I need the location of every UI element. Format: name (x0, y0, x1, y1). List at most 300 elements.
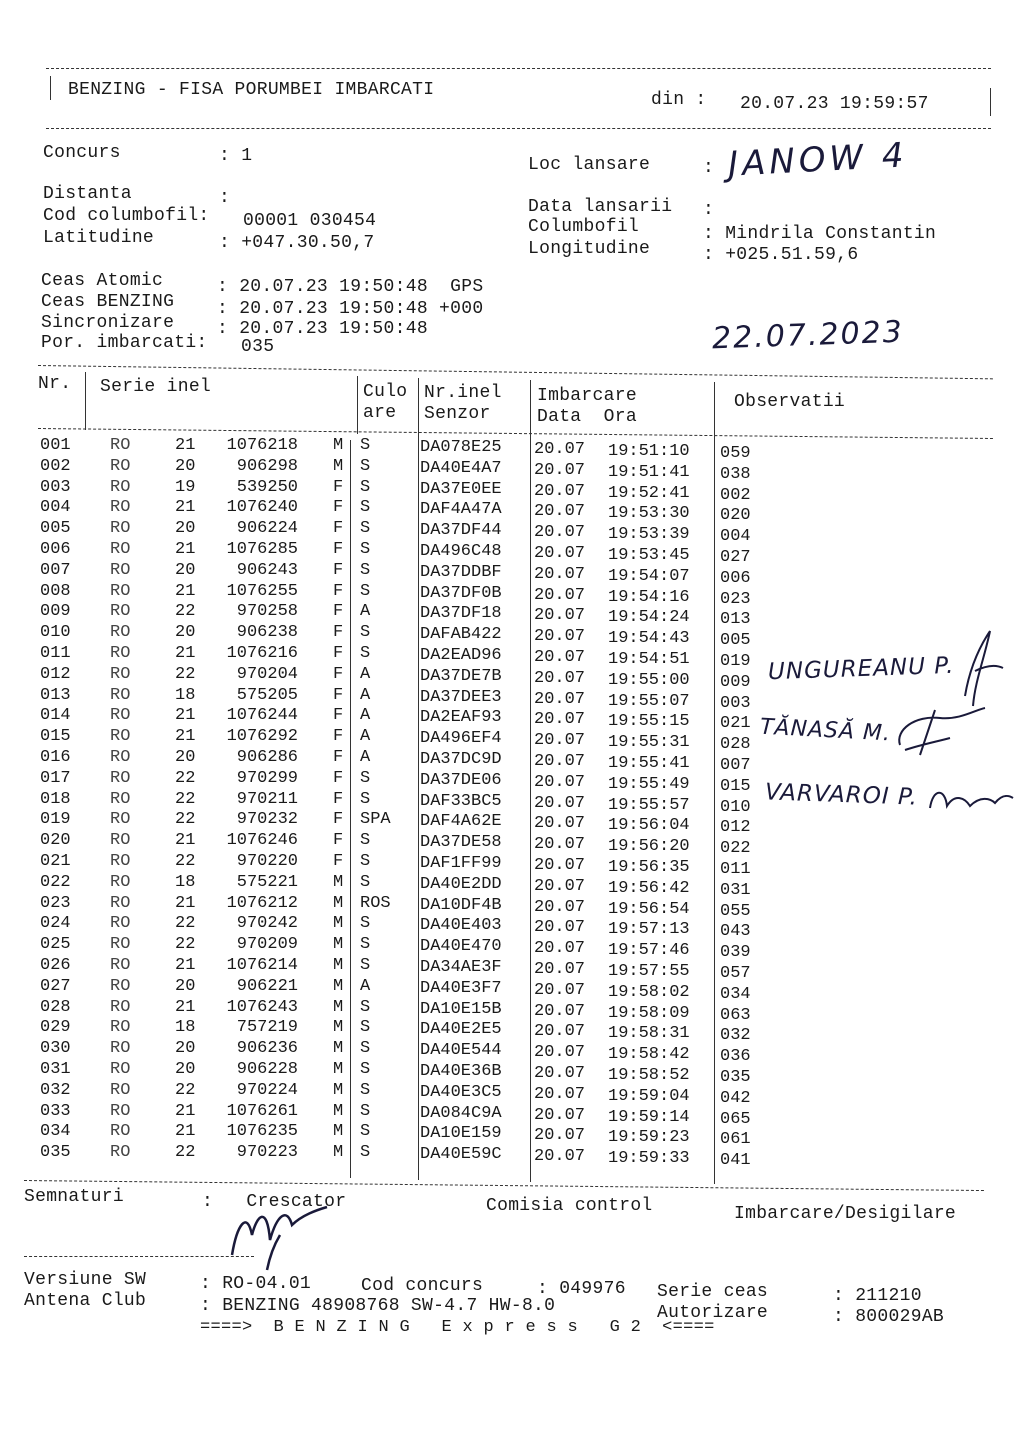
ring-year: 20 (175, 1039, 196, 1059)
color: A (360, 664, 371, 684)
longitudine-label: Longitudine (528, 239, 651, 259)
sensor-ring: DA37DDBF (420, 562, 502, 582)
ring-country: RO (110, 727, 131, 747)
serie-ceas-label: Serie ceas (657, 1282, 769, 1302)
col-header-nrinel: Nr.inel (424, 383, 502, 403)
ring-number: 970223 (236, 1143, 298, 1163)
row-number: 022 (40, 872, 71, 892)
por-imbarcati-value: 035 (241, 337, 275, 357)
row-number: 027 (40, 976, 71, 996)
col-sep-2 (357, 376, 358, 434)
embark-date: 20.07 (534, 564, 586, 584)
color: S (360, 852, 371, 871)
ring-year: 21 (175, 540, 196, 559)
ring-country: RO (110, 1060, 131, 1079)
embark-time: 19:55:49 (608, 774, 690, 794)
embark-time: 19:54:07 (608, 566, 690, 586)
color: S (360, 456, 371, 476)
sex: M (333, 935, 344, 955)
row-number: 005 (40, 519, 71, 539)
ring-country: RO (110, 1039, 131, 1059)
embark-time: 19:53:45 (608, 546, 690, 565)
loc-lansare-handwritten: JANOW 4 (727, 135, 909, 185)
embark-date: 20.07 (534, 502, 586, 522)
embark-time: 19:54:16 (608, 587, 690, 607)
sensor-ring: DA084C9A (420, 1103, 502, 1123)
sensor-ring: DA10E159 (420, 1124, 502, 1144)
sex: F (333, 664, 344, 684)
observation-number: 022 (720, 839, 751, 859)
observation-number: 002 (720, 485, 751, 505)
sex: M (333, 872, 344, 892)
ring-year: 20 (175, 623, 196, 643)
sex: F (333, 727, 344, 747)
embark-time: 19:57:55 (608, 962, 690, 981)
row-number: 024 (40, 914, 71, 934)
sex: F (333, 498, 344, 518)
embark-date: 20.07 (534, 1043, 586, 1063)
embark-date: 20.07 (534, 835, 586, 855)
data-lansarii-label: Data lansarii (528, 197, 673, 217)
semnaturi-label: Semnaturi (24, 1187, 124, 1207)
table-row (0, 914, 1024, 942)
col-sep-1 (85, 372, 86, 430)
concurs-value: : 1 (219, 146, 253, 166)
sex: M (333, 893, 344, 913)
color: A (360, 748, 371, 767)
ring-year: 22 (175, 914, 196, 934)
ring-number: 1076235 (226, 1122, 298, 1142)
ring-number: 1076216 (226, 644, 298, 663)
ring-country: RO (110, 872, 131, 892)
ring-year: 20 (175, 560, 196, 580)
col-header-senzor: Senzor (424, 404, 491, 424)
versiune-value: : RO-04.01 (200, 1274, 312, 1294)
observation-number: 004 (720, 527, 751, 547)
sensor-ring: DA40E2DD (420, 874, 502, 894)
observation-number: 007 (720, 756, 751, 775)
observation-number: 038 (720, 464, 751, 484)
row-number: 028 (40, 997, 71, 1017)
sensor-ring: DA37DE58 (420, 833, 502, 853)
distanta-label: Distanta (43, 184, 132, 204)
ring-number: 906238 (236, 623, 298, 643)
sex: M (333, 456, 344, 476)
embark-time: 19:56:35 (608, 858, 690, 877)
row-number: 012 (40, 664, 71, 684)
ring-number: 1076240 (226, 498, 298, 518)
ring-year: 21 (175, 644, 196, 663)
color: S (360, 956, 371, 975)
sex: F (333, 519, 344, 539)
ring-year: 21 (175, 956, 196, 975)
loc-lansare-value: : (703, 158, 715, 178)
sensor-ring: DA2EAF93 (420, 708, 502, 728)
embark-date: 20.07 (534, 1001, 586, 1021)
table-row (0, 1122, 1024, 1150)
sensor-ring: DA40E3C5 (420, 1082, 502, 1102)
color: S (360, 914, 371, 934)
row-number: 006 (40, 540, 71, 559)
row-number: 034 (40, 1122, 71, 1142)
color: A (360, 685, 371, 705)
observation-number: 061 (720, 1130, 751, 1150)
ring-year: 22 (175, 852, 196, 871)
ring-year: 18 (175, 685, 196, 705)
color: S (360, 1122, 371, 1142)
embark-date: 20.07 (534, 689, 586, 709)
ring-number: 1076292 (226, 727, 298, 747)
col-header-nr: Nr. (38, 374, 72, 394)
color: S (360, 519, 371, 539)
color: ROS (360, 893, 391, 913)
table-row (0, 976, 1024, 1004)
cod-concurs-value: : 049976 (537, 1279, 626, 1299)
sensor-ring: DA37DF18 (420, 604, 502, 624)
ring-year: 19 (175, 477, 196, 497)
ring-country: RO (110, 810, 131, 830)
color: S (360, 540, 371, 559)
ring-country: RO (110, 914, 131, 934)
embark-time: 19:58:52 (608, 1066, 690, 1085)
observation-number: 035 (720, 1068, 751, 1087)
observation-number: 055 (720, 901, 751, 921)
antena-club-value: : BENZING 48908768 SW-4.7 HW-8.0 (200, 1296, 556, 1316)
ring-country: RO (110, 956, 131, 975)
ring-year: 21 (175, 1101, 196, 1121)
color: S (360, 1101, 371, 1121)
ring-country: RO (110, 644, 131, 663)
embark-date: 20.07 (534, 814, 586, 834)
cod-concurs-label: Cod concurs (361, 1276, 484, 1296)
observation-number: 006 (720, 568, 751, 588)
embark-date: 20.07 (534, 627, 586, 647)
ring-country: RO (110, 1080, 131, 1100)
ring-number: 906286 (236, 748, 298, 767)
embark-time: 19:58:02 (608, 982, 690, 1002)
sex: M (333, 1143, 344, 1163)
sex: F (333, 748, 344, 767)
ring-number: 906298 (236, 456, 298, 476)
embark-date: 20.07 (534, 523, 586, 543)
color: S (360, 768, 371, 788)
sensor-ring: DAF4A47A (420, 500, 502, 520)
observation-number: 023 (720, 589, 751, 609)
embark-time: 19:55:41 (608, 754, 690, 773)
table-row (0, 748, 1024, 775)
sensor-ring: DA34AE3F (420, 958, 502, 977)
sensor-ring: DAF1FF99 (420, 854, 502, 873)
ring-number: 1076212 (226, 893, 298, 913)
sex: F (333, 831, 344, 851)
ring-number: 970211 (236, 789, 298, 809)
sex: M (333, 1018, 344, 1038)
ring-year: 21 (175, 893, 196, 913)
ring-country: RO (110, 664, 131, 684)
sensor-ring: DA40E2E5 (420, 1020, 502, 1040)
observation-number: 032 (720, 1026, 751, 1046)
benzing-express-banner: ====> B E N Z I N G E x p r e s s G 2 <==== (200, 1318, 715, 1337)
ring-country: RO (110, 560, 131, 580)
signature-rule (24, 1256, 254, 1257)
observation-number: 034 (720, 984, 751, 1004)
embark-date: 20.07 (534, 980, 586, 1000)
embark-time: 19:55:57 (608, 795, 690, 815)
embark-date: 20.07 (534, 793, 586, 813)
observation-number: 015 (720, 776, 751, 796)
longitudine-value: : +025.51.59,6 (703, 245, 859, 265)
row-number: 021 (40, 852, 71, 871)
ring-number: 906243 (236, 560, 298, 580)
table-row (0, 685, 1024, 713)
sex: F (333, 560, 344, 580)
embark-time: 19:59:23 (608, 1128, 690, 1148)
header-bottom-rule (46, 128, 991, 129)
header-top-rule (46, 68, 991, 69)
embark-time: 19:56:04 (608, 816, 690, 836)
ring-country: RO (110, 456, 131, 476)
autorizare-value: : 800029AB (833, 1307, 945, 1327)
embark-date: 20.07 (534, 856, 586, 875)
por-imbarcati-label: Por. imbarcati: (41, 333, 208, 353)
row-number: 010 (40, 623, 71, 643)
ceas-benzing-value: : 20.07.23 19:50:48 +000 (217, 299, 484, 319)
embark-time: 19:58:31 (608, 1024, 690, 1044)
embark-date: 20.07 (534, 731, 586, 751)
ring-year: 21 (175, 706, 196, 726)
ring-country: RO (110, 623, 131, 643)
ring-year: 21 (175, 727, 196, 747)
semnaturi-crescator: : Crescator (202, 1192, 347, 1212)
observation-number: 013 (720, 610, 751, 630)
row-number: 007 (40, 560, 71, 580)
embark-date: 20.07 (534, 606, 586, 626)
table-bottom-rule (24, 1180, 984, 1191)
sensor-ring: DA40E36B (420, 1062, 502, 1081)
sensor-ring: DA496EF4 (420, 729, 502, 749)
sensor-ring: DA496C48 (420, 542, 502, 561)
observation-number: 065 (720, 1109, 751, 1129)
row-number: 013 (40, 685, 71, 705)
table-row (0, 852, 1024, 879)
sensor-ring: DA2EAD96 (420, 646, 502, 665)
header-right-border (990, 88, 991, 116)
ring-year: 20 (175, 976, 196, 996)
observation-number: 009 (720, 672, 751, 692)
row-number: 020 (40, 831, 71, 851)
color: A (360, 727, 371, 747)
table-row (0, 1143, 1024, 1171)
sex: M (333, 956, 344, 975)
color: S (360, 623, 371, 643)
col-header-are: are (363, 403, 397, 423)
ring-year: 21 (175, 498, 196, 518)
ring-number: 970232 (236, 810, 298, 830)
color: S (360, 581, 371, 601)
observation-number: 012 (720, 818, 751, 838)
color: A (360, 976, 371, 996)
table-row (0, 831, 1024, 859)
sensor-ring: DA40E544 (420, 1041, 502, 1061)
embark-time: 19:51:41 (608, 462, 690, 482)
col-header-imbarcare: Imbarcare (537, 386, 637, 406)
sensor-ring: DA37DE06 (420, 770, 502, 790)
observation-number: 020 (720, 506, 751, 526)
embark-date: 20.07 (534, 1126, 586, 1146)
table-row (0, 956, 1024, 983)
embark-time: 19:55:31 (608, 733, 690, 753)
data-lansarii-value: : (703, 200, 715, 220)
embark-date: 20.07 (534, 939, 586, 959)
ring-number: 1076244 (226, 706, 298, 726)
table-row (0, 1039, 1024, 1067)
ring-year: 21 (175, 1122, 196, 1142)
ring-country: RO (110, 498, 131, 518)
embark-time: 19:53:30 (608, 504, 690, 524)
sex: M (333, 914, 344, 934)
observation-number: 042 (720, 1088, 751, 1108)
sensor-ring: DAF4A62E (420, 812, 502, 832)
row-number: 025 (40, 935, 71, 955)
embark-time: 19:58:09 (608, 1003, 690, 1023)
embark-time: 19:54:24 (608, 608, 690, 628)
embark-date: 20.07 (534, 1084, 586, 1104)
ring-number: 906228 (236, 1060, 298, 1079)
columbofil-value: : Mindrila Constantin (703, 224, 937, 244)
ring-country: RO (110, 893, 131, 913)
color: S (360, 1060, 371, 1079)
ring-number: 970209 (236, 935, 298, 955)
observation-number: 036 (720, 1047, 751, 1067)
sensor-ring: DA37DEE3 (420, 687, 502, 707)
comisia-control-label: Comisia control (486, 1196, 653, 1216)
table-row (0, 1080, 1024, 1108)
observation-number: 003 (720, 693, 751, 713)
row-number: 019 (40, 810, 71, 830)
ring-country: RO (110, 831, 131, 851)
embark-date: 20.07 (534, 481, 586, 501)
sex: F (333, 623, 344, 643)
embark-date: 20.07 (534, 897, 586, 917)
ring-country: RO (110, 540, 131, 559)
embark-time: 19:57:46 (608, 941, 690, 961)
observation-number: 027 (720, 548, 751, 567)
table-row (0, 540, 1024, 567)
embark-time: 19:51:10 (608, 442, 690, 461)
embark-date: 20.07 (534, 1147, 586, 1167)
sex: F (333, 706, 344, 726)
row-number: 014 (40, 706, 71, 726)
color: A (360, 706, 371, 726)
ring-number: 1076261 (226, 1101, 298, 1121)
sensor-ring: DA40E3F7 (420, 978, 502, 998)
row-number: 023 (40, 893, 71, 913)
ring-country: RO (110, 852, 131, 871)
table-row (0, 893, 1024, 921)
color: S (360, 560, 371, 580)
columbofil-label: Columbofil (528, 217, 640, 237)
table-row (0, 810, 1024, 838)
table-row (0, 436, 1024, 463)
ring-year: 21 (175, 831, 196, 851)
embark-date: 20.07 (534, 544, 586, 563)
ring-year: 22 (175, 789, 196, 809)
signature-tanasa-icon (880, 700, 990, 760)
loc-lansare-label: Loc lansare (528, 155, 651, 175)
col-header-data-ora: Data Ora (537, 407, 637, 427)
ring-number: 970299 (236, 768, 298, 788)
page-title: BENZING - FISA PORUMBEI IMBARCATI (68, 80, 435, 100)
table-row (0, 1060, 1024, 1087)
color: S (360, 997, 371, 1017)
embark-time: 19:57:13 (608, 920, 690, 940)
embark-date: 20.07 (534, 1105, 586, 1125)
din-label: din : (651, 90, 707, 110)
embark-date: 20.07 (534, 460, 586, 480)
observation-number: 039 (720, 943, 751, 963)
serie-ceas-value: : 211210 (833, 1286, 922, 1306)
sensor-ring: DA10DF4B (420, 895, 502, 915)
embark-time: 19:54:51 (608, 650, 690, 669)
observation-number: 043 (720, 922, 751, 942)
sensor-ring: DA40E4A7 (420, 458, 502, 478)
handwritten-date: 22.07.2023 (711, 314, 905, 357)
table-row (0, 1018, 1024, 1046)
versiune-label: Versiune SW (24, 1270, 147, 1290)
sensor-ring: DA37E0EE (420, 479, 502, 499)
ring-year: 21 (175, 581, 196, 601)
ceas-atomic-value: : 20.07.23 19:50:48 GPS (217, 277, 484, 297)
color: S (360, 1039, 371, 1059)
handwritten-note-varvaroi: VARVAROI P. (764, 779, 919, 811)
handwritten-note-tanasa: TĂNASĂ M. (759, 714, 892, 747)
ring-year: 18 (175, 1018, 196, 1038)
ring-year: 18 (175, 872, 196, 892)
ring-number: 575205 (236, 685, 298, 705)
ring-country: RO (110, 1101, 131, 1121)
sex: F (333, 768, 344, 788)
ring-country: RO (110, 436, 131, 455)
color: S (360, 1080, 371, 1100)
color: A (360, 602, 371, 622)
sensor-ring: DA37DF44 (420, 521, 502, 541)
embark-date: 20.07 (534, 918, 586, 938)
ring-number: 575221 (236, 872, 298, 892)
color: S (360, 1143, 371, 1163)
table-row (0, 997, 1024, 1025)
observation-number: 011 (720, 860, 751, 879)
ring-number: 970224 (236, 1080, 298, 1100)
autorizare-label: Autorizare (657, 1303, 769, 1323)
ring-year: 20 (175, 748, 196, 767)
header-left-border (50, 76, 51, 100)
embark-date: 20.07 (534, 440, 586, 459)
color: S (360, 644, 371, 663)
observation-number: 005 (720, 631, 751, 651)
signature-crescator-icon (222, 1195, 332, 1275)
observation-number: 021 (720, 714, 751, 734)
sex: F (333, 581, 344, 601)
ring-year: 21 (175, 436, 196, 455)
sensor-ring: DA078E25 (420, 438, 502, 457)
row-number: 018 (40, 789, 71, 809)
embark-time: 19:59:04 (608, 1086, 690, 1106)
ring-country: RO (110, 976, 131, 996)
observation-number: 028 (720, 735, 751, 755)
ring-number: 1076246 (226, 831, 298, 851)
row-number: 031 (40, 1060, 71, 1079)
sex: M (333, 1060, 344, 1079)
